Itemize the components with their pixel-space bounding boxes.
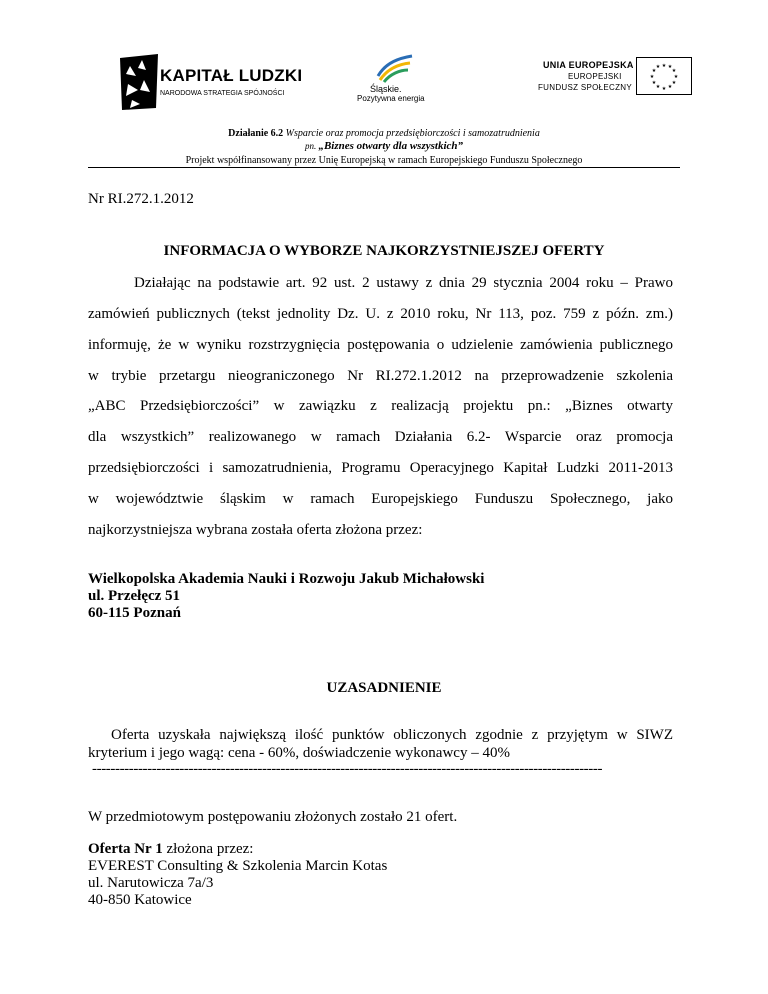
action-line — [0, 128, 768, 139]
winner-name: Wielkopolska Akademia Nauki i Rozwoju Jakub Michałowski — [88, 571, 485, 587]
para1-line: w trybie przetargu nieograniczonego Nr RI.272.1.2012 na przeprowadzenie szkolenia — [88, 368, 673, 384]
svg-text:★: ★ — [651, 68, 657, 74]
project-name: „Biznes otwarty dla wszystkich” — [318, 140, 464, 152]
eu-label-line1: UNIA EUROPEJSKA — [543, 60, 634, 70]
justification-line: Oferta uzyskała największą ilość punktów obliczonych zgodnie z przyjętym w SIWZ — [111, 727, 673, 743]
offer1-suffix: złożona przez: — [162, 841, 254, 857]
svg-text:★: ★ — [667, 64, 673, 70]
justification-line: kryterium i jego wagą: cena - 60%, doświadczenie wykonawcy – 40% — [88, 745, 510, 761]
para1-line: najkorzystniejsza wybrana została oferta złożona przez: — [88, 522, 423, 538]
eu-label-line2: EUROPEJSKI — [568, 72, 622, 81]
cofinance-line: Projekt współfinansowany przez Unię Europejską w ramach Europejskiego Funduszu Społecznego — [185, 155, 583, 166]
svg-text:★: ★ — [667, 84, 673, 90]
slaskie-subtitle: Pozytywna energia — [357, 94, 425, 103]
para1-line: zamówień publicznych (tekst jednolity Dz. U. z 2010 roku, Nr 113, poz. 759 z późn. zm.) — [88, 306, 673, 322]
offer1-label: Oferta Nr 1 — [88, 841, 163, 857]
svg-text:★: ★ — [673, 74, 679, 80]
offer1-city: 40-850 Katowice — [88, 892, 192, 908]
svg-text:★: ★ — [661, 86, 667, 92]
svg-text:★: ★ — [651, 80, 657, 86]
offer1-company: EVEREST Consulting & Szkolenia Marcin Kotas — [88, 858, 388, 874]
svg-text:★: ★ — [671, 80, 677, 86]
svg-text:★: ★ — [655, 64, 661, 70]
kapital-ludzki-subtitle: NARODOWA STRATEGIA SPÓJNOŚCI — [160, 90, 285, 97]
offer1-street: ul. Narutowicza 7a/3 — [88, 875, 214, 891]
para1-line: Działając na podstawie art. 92 ust. 2 ustawy z dnia 29 stycznia 2004 roku – Prawo — [134, 275, 673, 291]
project-line — [0, 140, 768, 152]
action-label: Działanie 6.2 — [228, 128, 284, 139]
eu-label-line3: FUNDUSZ SPOŁECZNY — [538, 83, 632, 92]
svg-text:★: ★ — [649, 74, 655, 80]
offers-count: W przedmiotowym postępowaniu złożonych zostało 21 ofert. — [88, 809, 458, 825]
dash-separator: --------------------------------------------------------------------------------------------------------------- — [92, 761, 603, 777]
svg-text:★: ★ — [661, 63, 667, 69]
justification-title: UZASADNIENIE — [326, 680, 442, 696]
para1-line: informuję, że w wyniku rozstrzygnięcia postępowania o udzielenie zamówienia publicznego — [88, 337, 673, 353]
header-divider — [88, 167, 680, 168]
winner-city: 60-115 Poznań — [88, 605, 181, 621]
eu-flag-icon — [636, 57, 692, 95]
svg-text:★: ★ — [671, 68, 677, 74]
para1-line: dla wszystkich” realizowanego w ramach Działania 6.2- Wsparcie oraz promocja — [88, 429, 673, 445]
kapital-ludzki-title: KAPITAŁ LUDZKI — [160, 66, 303, 85]
para1-line: w województwie śląskim w ramach Europejskiego Funduszu Społecznego, jako — [88, 491, 673, 507]
slaskie-name: Śląskie. — [370, 84, 402, 94]
para1-line: przedsiębiorczości i samozatrudnienia, Programu Operacyjnego Kapitał Ludzki 2011-2013 — [88, 460, 673, 476]
document-title: INFORMACJA O WYBORZE NAJKORZYSTNIEJSZEJ OFERTY — [163, 243, 605, 259]
reference-number: Nr RI.272.1.2012 — [88, 191, 194, 207]
winner-street: ul. Przełęcz 51 — [88, 588, 181, 604]
para1-line: „ABC Przedsiębiorczości” w zawiązku z realizacją projektu pn.: „Biznes otwarty — [88, 398, 673, 414]
project-prefix: pn. — [304, 141, 319, 151]
offer1-heading — [88, 841, 253, 858]
svg-text:★: ★ — [655, 84, 661, 90]
action-text: Wsparcie oraz promocja przedsiębiorczości i samozatrudnienia — [283, 128, 540, 139]
